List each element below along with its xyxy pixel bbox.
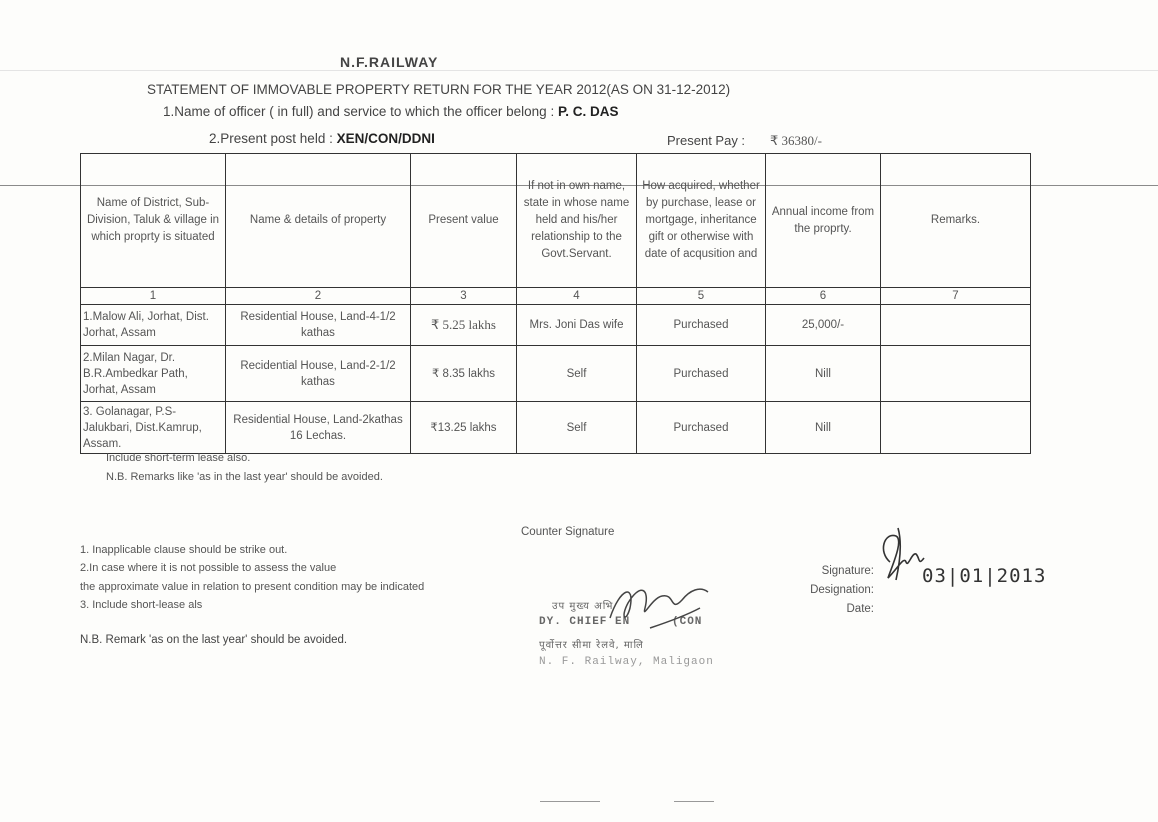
cell-remarks (881, 305, 1031, 346)
col-header-property: Name & details of property (226, 154, 411, 288)
cell-held-by: Self (517, 346, 637, 402)
col-number: 1 (81, 288, 226, 305)
cell-held-by: Mrs. Joni Das wife (517, 305, 637, 346)
date-label: Date: (846, 603, 874, 615)
cell-value: ₹ 5.25 lakhs (411, 305, 517, 346)
cell-income: 25,000/- (766, 305, 881, 346)
counter-signature-label: Counter Signature (521, 526, 615, 538)
col-number: 2 (226, 288, 411, 305)
nb-remark-footer: N.B. Remark 'as on the last year' should be avoided. (80, 634, 348, 646)
cell-value: ₹13.25 lakhs (411, 402, 517, 454)
table-row (81, 305, 1031, 346)
instruction-3: 3. Include short-lease als (80, 599, 203, 611)
table-header-row (81, 154, 1031, 288)
cell-acquired: Purchased (637, 305, 766, 346)
col-header-income: Annual income from the proprty. (766, 154, 881, 288)
officer-name: P. C. DAS (557, 104, 619, 119)
bottom-mark-left (540, 801, 600, 802)
stamp-line-hindi: उप मुख्य अभि (552, 601, 614, 612)
stamp-line-designation: DY. CHIEF EN (539, 616, 631, 628)
cell-location: 3. Golanagar, P.S- Jalukbari, Dist.Kamrup, Assam. (81, 402, 226, 454)
cell-property: Residential House, Land-2kathas 16 Lechas. (226, 402, 411, 454)
post-value: XEN/CON/DDNI (336, 131, 435, 146)
pay-value: ₹ 36380/- (770, 133, 822, 148)
handwritten-signature (868, 522, 928, 590)
col-number: 7 (881, 288, 1031, 305)
stamp-line-hindi-2: पूर्वोत्तर सीमा रेलवे, मालि (539, 640, 644, 651)
officer-line (163, 104, 618, 119)
col-number: 6 (766, 288, 881, 305)
short-term-note: Include short-term lease also. (106, 452, 251, 464)
cell-remarks (881, 402, 1031, 454)
cell-income: Nill (766, 402, 881, 454)
handwritten-date: 03|01|2013 (922, 565, 1047, 587)
designation-label: Designation: (810, 584, 874, 596)
cell-property: Recidential House, Land-2-1/2 kathas (226, 346, 411, 402)
nb-remarks-note: N.B. Remarks like 'as in the last year' should be avoided. (106, 471, 383, 483)
col-header-remarks: Remarks. (881, 154, 1031, 288)
org-heading: N.F.RAILWAY (340, 54, 439, 70)
col-number: 4 (517, 288, 637, 305)
cell-held-by: Self (517, 402, 637, 454)
col-header-held-by: If not in own name, state in whose name held and his/her relationship to the Govt.Servant. (517, 154, 637, 288)
col-header-acquired: How acquired, whether by purchase, lease or mortgage, inheritance gift or otherwise with date of acqusition and (637, 154, 766, 288)
bottom-mark-right (674, 801, 714, 802)
stamp-line-railway: N. F. Railway, Maligaon (539, 656, 714, 668)
table-row (81, 346, 1031, 402)
cell-location: 1.Malow Ali, Jorhat, Dist. Jorhat, Assam (81, 305, 226, 346)
table-row (81, 402, 1031, 454)
column-number-row (81, 288, 1031, 305)
post-label: 2.Present post held : (209, 131, 337, 146)
cell-remarks (881, 346, 1031, 402)
cell-value: ₹ 8.35 lakhs (411, 346, 517, 402)
cell-acquired: Purchased (637, 402, 766, 454)
counter-signature-scribble (590, 568, 720, 648)
post-line (209, 131, 435, 146)
cell-location: 2.Milan Nagar, Dr. B.R.Ambedkar Path, Jorhat, Assam (81, 346, 226, 402)
instruction-2-continued: the approximate value in relation to present condition may be indicated (80, 581, 425, 593)
instruction-1: 1. Inapplicable clause should be strike out. (80, 544, 288, 556)
cell-acquired: Purchased (637, 346, 766, 402)
scan-line-top (0, 70, 1158, 71)
officer-label: 1.Name of officer ( in full) and service to which the officer belong : (163, 104, 558, 119)
signature-label: Signature: (821, 565, 874, 577)
stamp-line-con: (CON (672, 616, 703, 628)
instruction-2: 2.In case where it is not possible to assess the value (80, 562, 337, 574)
property-table (80, 153, 1031, 454)
col-header-value: Present value (411, 154, 517, 288)
col-header-location: Name of District, Sub-Division, Taluk & village in which proprty is situated (81, 154, 226, 288)
statement-title: STATEMENT OF IMMOVABLE PROPERTY RETURN FOR THE YEAR 2012(AS ON 31-12-2012) (147, 82, 731, 97)
col-number: 5 (637, 288, 766, 305)
cell-property: Residential House, Land-4-1/2 kathas (226, 305, 411, 346)
col-number: 3 (411, 288, 517, 305)
pay-label: Present Pay : (667, 133, 746, 148)
cell-income: Nill (766, 346, 881, 402)
